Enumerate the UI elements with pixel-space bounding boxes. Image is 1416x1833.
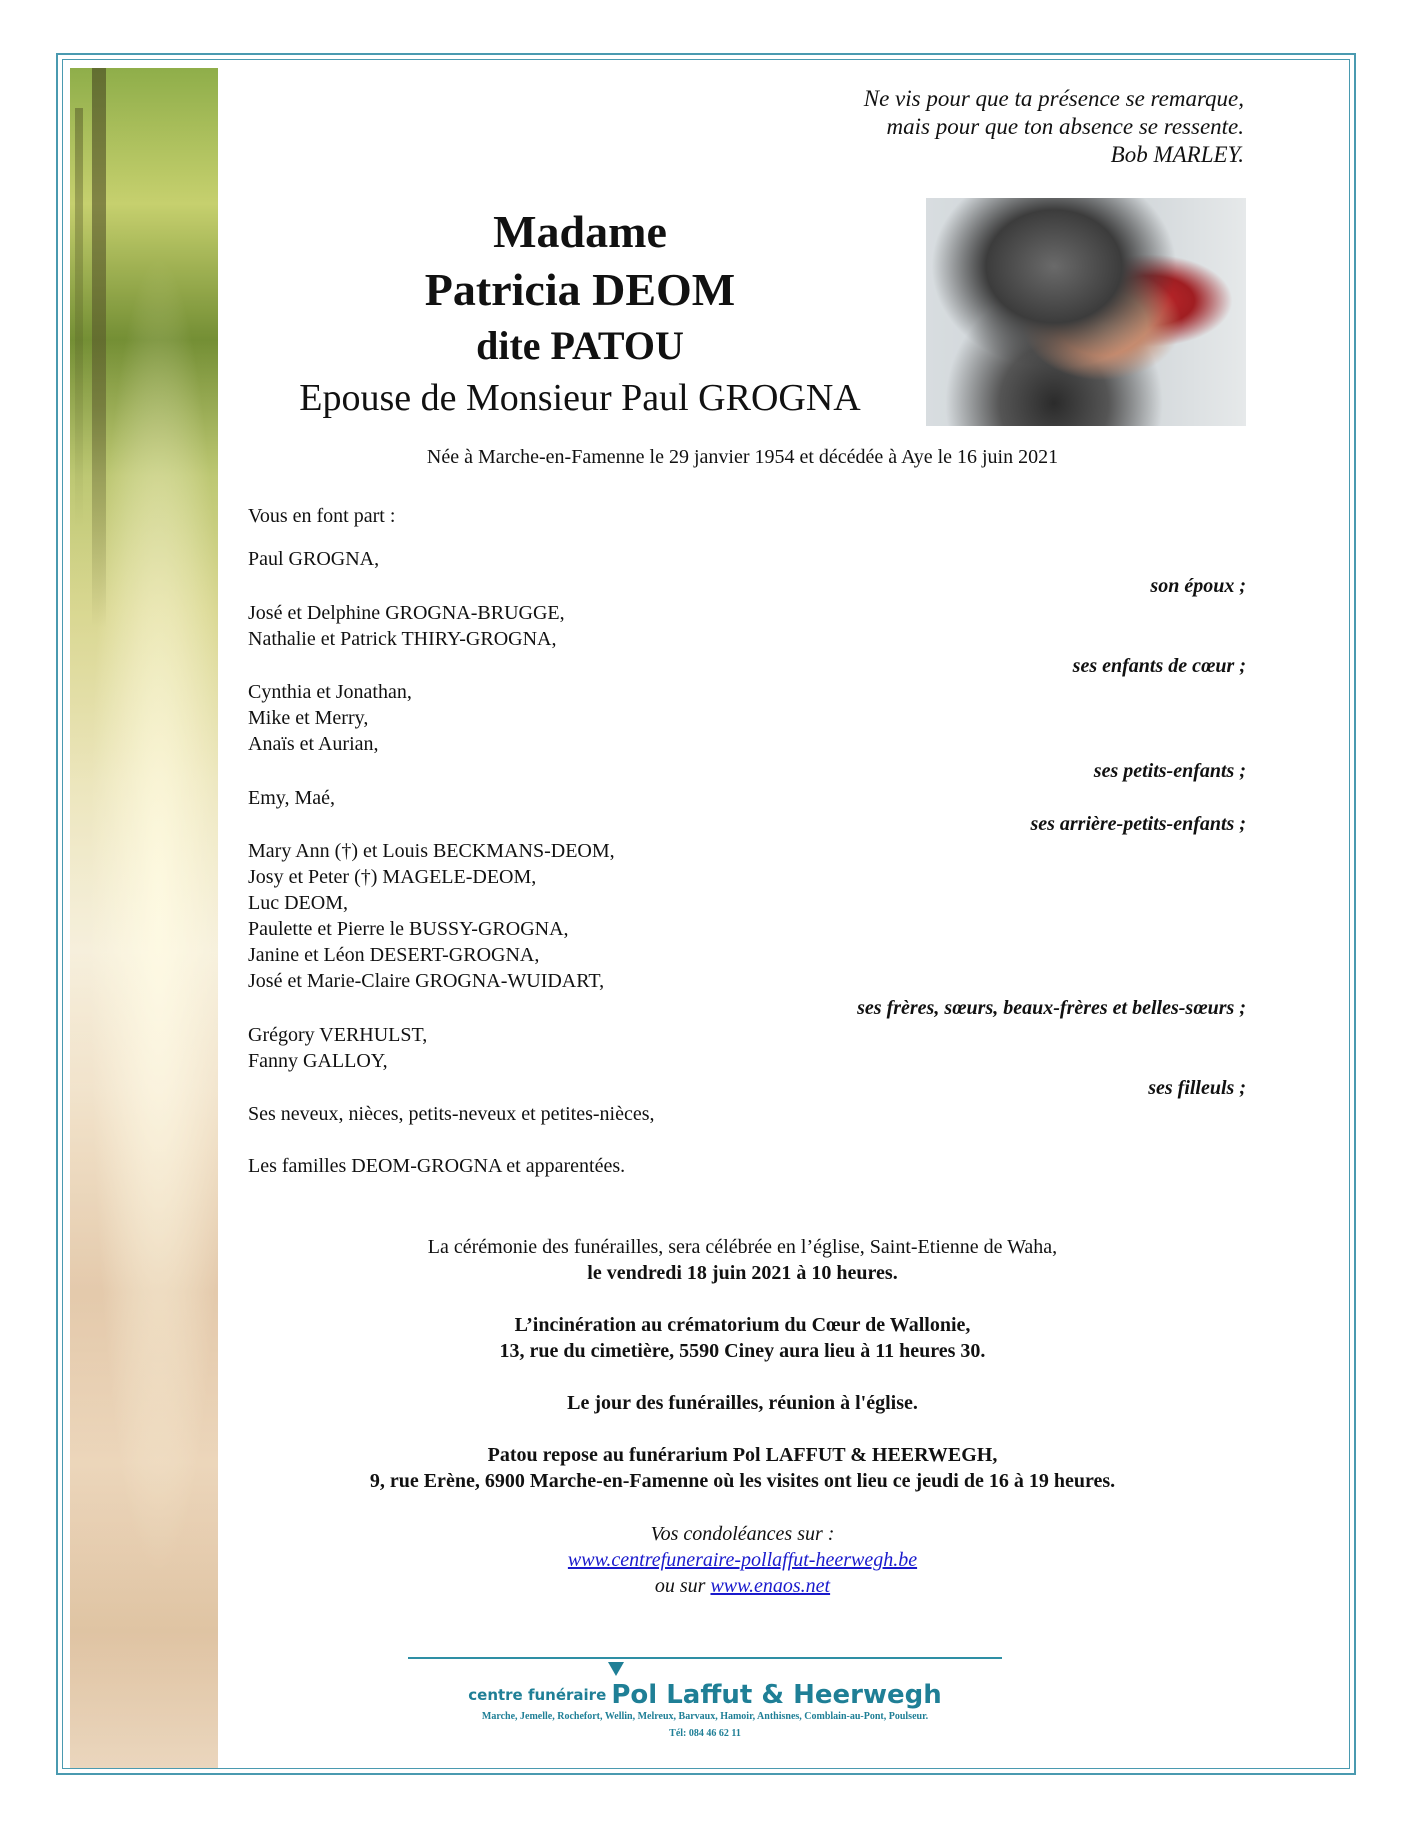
logo-brand-text: Pol Laffut & Heerwegh [611, 1680, 942, 1710]
meeting-line: Le jour des funérailles, réunion à l'église. [567, 1392, 918, 1414]
deceased-nickname: dite PATOU [476, 323, 684, 368]
family-line: Ses neveux, nièces, petits-neveux et petites-nièces, [248, 1103, 655, 1125]
family-line: Paul GROGNA, [248, 548, 380, 570]
funerarium-address: 9, rue Erène, 6900 Marche-en-Famenne où les visites ont lieu ce jeudi de 16 à 19 heures. [369, 1470, 1116, 1492]
cremation-line: L’incinération au crématorium du Cœur de Wallonie, [514, 1314, 971, 1336]
logo-rule [408, 1657, 1002, 1659]
relation-label: ses enfants de cœur ; [1072, 655, 1246, 677]
quote [864, 85, 1244, 169]
logo-telephone: Tél: 084 46 62 11 [669, 1728, 741, 1739]
relation-label: ses frères, sœurs, beaux-frères et belles-sœurs ; [857, 997, 1246, 1019]
family-line: Janine et Léon DESERT-GROGNA, [248, 944, 540, 966]
logo-small-text: centre funéraire [468, 1686, 607, 1704]
logo-triangle-icon [608, 1662, 624, 1676]
portrait-photo [926, 198, 1246, 426]
family-line: Nathalie et Patrick THIRY-GROGNA, [248, 628, 557, 650]
family-line: Cynthia et Jonathan, [248, 681, 412, 703]
family-line: Fanny GALLOY, [248, 1050, 388, 1072]
relation-label: ses arrière-petits-enfants ; [1030, 813, 1246, 835]
family-line: Grégory VERHULST, [248, 1024, 428, 1046]
forest-path-image [70, 68, 218, 1768]
cremation-address: 13, rue du cimetière, 5590 Ciney aura lieu à 11 heures 30. [499, 1340, 986, 1362]
condolences-url-line [240, 1548, 1245, 1573]
family-line: Les familles DEOM-GROGNA et apparentées. [248, 1155, 626, 1177]
family-line: Paulette et Pierre le BUSSY-GROGNA, [248, 918, 569, 940]
or-text: ou sur [654, 1575, 711, 1597]
condolences-alt-line [240, 1574, 1245, 1599]
title-madame: Madame [493, 206, 667, 257]
condolences-link[interactable]: www.centrefuneraire-pollaffut-heerwegh.be [567, 1549, 918, 1571]
family-line: José et Marie-Claire GROGNA-WUIDART, [248, 970, 605, 992]
family-line: Emy, Maé, [248, 787, 336, 809]
ceremony-date: le vendredi 18 juin 2021 à 10 heures. [587, 1262, 898, 1284]
family-line: Josy et Peter (†) MAGELE-DEOM, [248, 866, 537, 888]
deceased-name: Patricia DEOM [424, 264, 736, 315]
family-line: Mike et Merry, [248, 707, 369, 729]
condolences-label: Vos condoléances sur : [650, 1523, 835, 1545]
family-line: Luc DEOM, [248, 892, 348, 914]
funeral-home-logo [408, 1680, 1002, 1710]
spouse-line: Epouse de Monsieur Paul GROGNA [299, 377, 861, 419]
tree-trunk-shape [75, 108, 83, 528]
intro-line: Vous en font part : [248, 505, 396, 527]
family-line: José et Delphine GROGNA-BRUGGE, [248, 602, 565, 624]
relation-label: son époux ; [1150, 575, 1246, 597]
family-line: Mary Ann (†) et Louis BECKMANS-DEOM, [248, 840, 615, 862]
relation-label: ses petits-enfants ; [1093, 760, 1246, 782]
quote-line: mais pour que ton absence se ressente. [886, 114, 1244, 139]
tree-trunk-shape [92, 68, 106, 628]
logo-locations: Marche, Jemelle, Rochefort, Wellin, Melreux, Barvaux, Hamoir, Anthisnes, Comblain-au-Pont, Poulseur. [481, 1711, 929, 1722]
enaos-link[interactable]: www.enaos.net [710, 1575, 831, 1597]
funerarium-line: Patou repose au funérarium Pol LAFFUT & HEERWEGH, [487, 1444, 998, 1466]
birth-death-dates: Née à Marche-en-Famenne le 29 janvier 1954 et décédée à Aye le 16 juin 2021 [426, 446, 1059, 468]
quote-author: Bob MARLEY. [1110, 142, 1244, 167]
relation-label: ses filleuls ; [1148, 1077, 1246, 1099]
quote-line: Ne vis pour que ta présence se remarque, [863, 86, 1244, 111]
ceremony-line: La cérémonie des funérailles, sera célébrée en l’église, Saint-Etienne de Waha, [427, 1236, 1058, 1258]
family-line: Anaïs et Aurian, [248, 733, 379, 755]
